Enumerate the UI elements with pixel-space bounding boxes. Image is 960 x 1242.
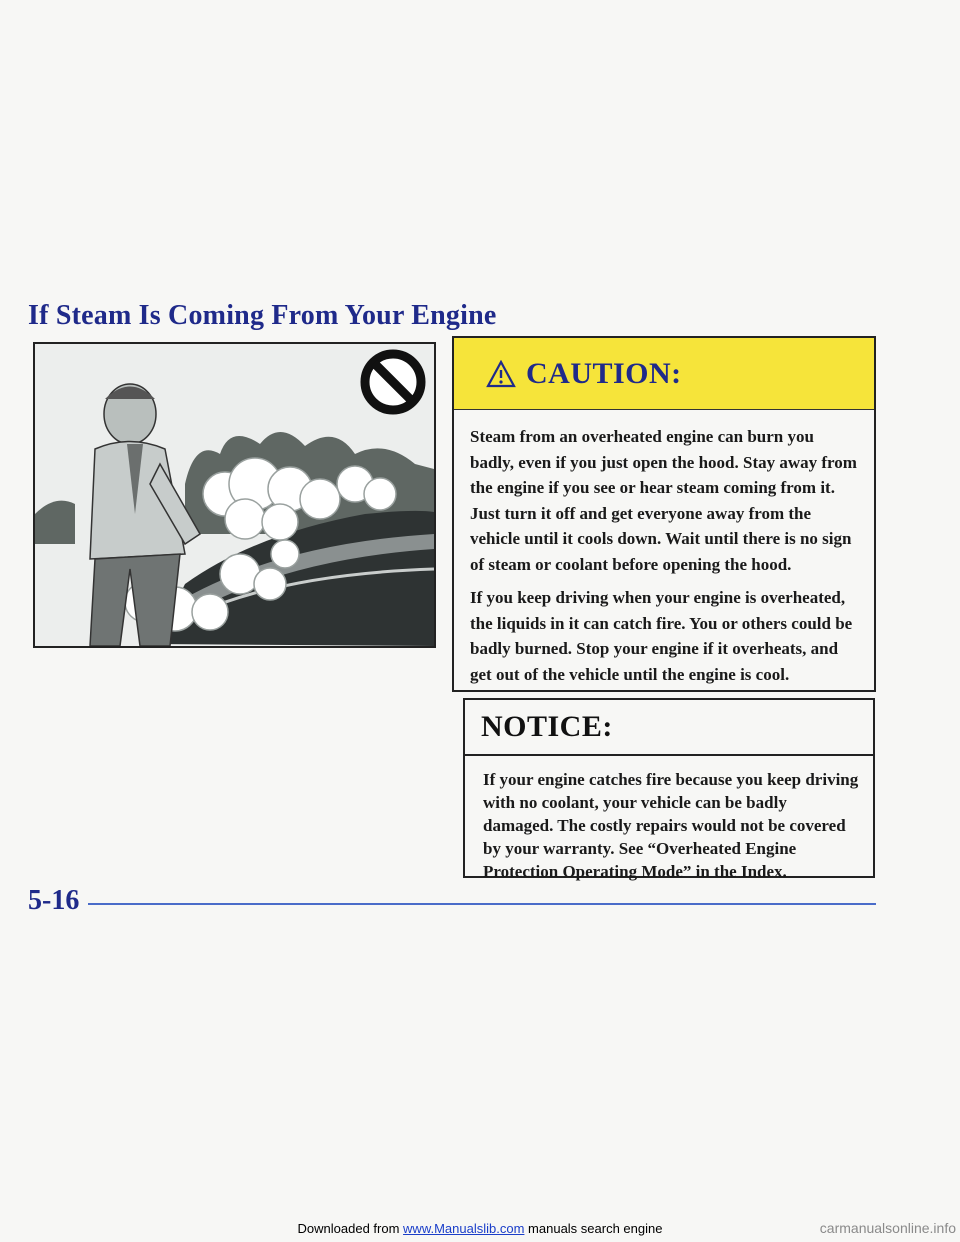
footer-prefix: Downloaded from [297,1221,400,1236]
manualslib-link[interactable]: www.Manualslib.com [403,1221,525,1236]
page-number: 5-16 [28,885,80,916]
caution-body [454,410,874,687]
caution-paragraph-2: If you keep driving when your engine is overheated, the liquids in it can catch fire. You or others could be badly burned. Stop your engine if it overheats, and get out of the vehicle until the engine is cool. [470,588,853,684]
page-title: If Steam Is Coming From Your Engine [28,300,497,331]
notice-header [465,700,873,756]
footer-rule [88,903,876,905]
notice-label: NOTICE: [481,710,613,743]
download-footer [0,1221,960,1236]
caution-label: CAUTION: [526,356,682,390]
steam-engine-illustration [33,342,436,648]
notice-body [465,756,873,883]
warning-triangle-icon [486,360,516,388]
caution-paragraph-1: Steam from an overheated engine can burn you badly, even if you just open the hood. Stay away from the engine if you see or hear steam coming from it. Just turn it off and get everyone away from the vehicle until it cools down. Wait until there is no sign of steam or coolant before opening the hood. [470,427,857,574]
caution-header [454,338,874,410]
notice-box [463,698,875,881]
notice-text: If your engine catches fire because you keep driving with no coolant, your vehicle can be badly damaged. The costly repairs would not be covered by your warranty. See “Overheated Engine Protection Operating Mode” in the Index. [483,770,859,881]
footer-suffix: manuals search engine [528,1221,663,1236]
watermark: carmanualsonline.info [819,1220,956,1236]
caution-box [452,336,876,692]
